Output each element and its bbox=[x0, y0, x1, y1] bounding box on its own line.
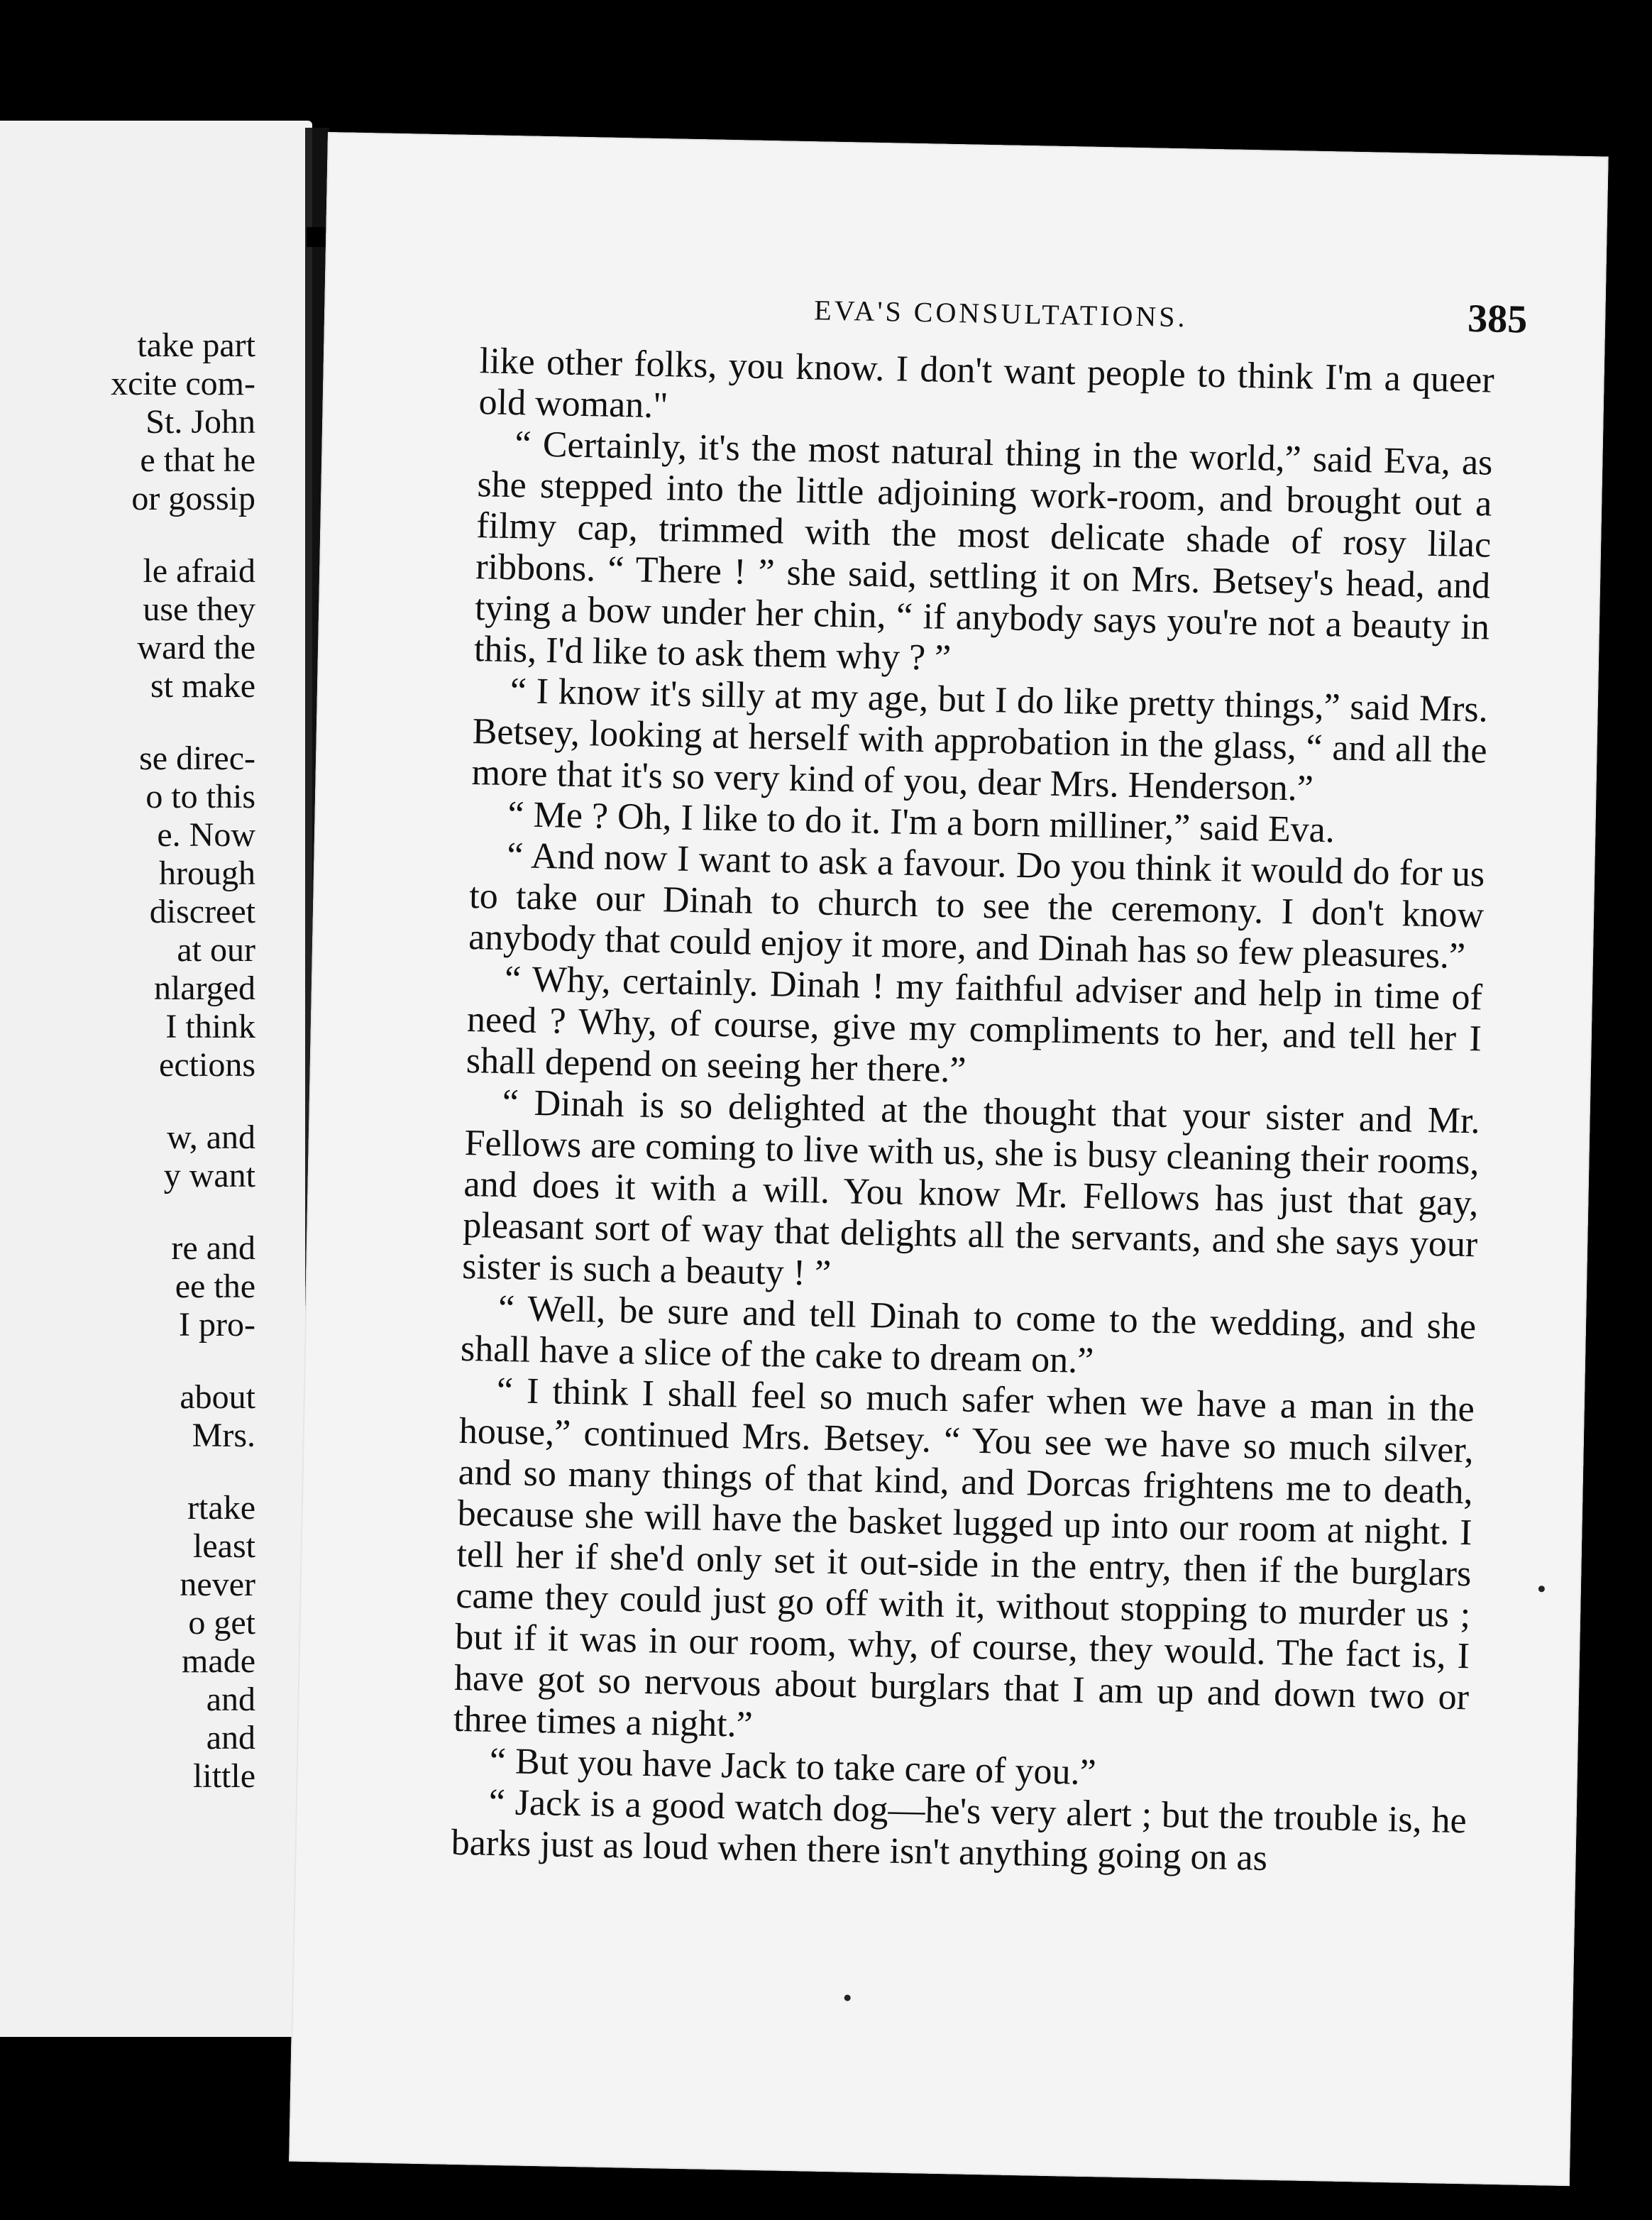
speck-mark bbox=[844, 1994, 851, 2001]
left-page-line: re and bbox=[171, 1229, 255, 1267]
paragraph: “ I know it's silly at my age, but I do like pretty things,” said Mrs. Betsey, looking at herself with approbation in the glass, “ and all the more that it's so very kind of you, dear Mrs. Henderson.” bbox=[471, 671, 1489, 809]
left-page-line bbox=[0, 705, 255, 740]
left-page-line: o get bbox=[188, 1604, 255, 1642]
left-page-line: e that he bbox=[140, 441, 255, 479]
left-page-line: ections bbox=[159, 1046, 255, 1084]
left-page-line: w, and bbox=[167, 1119, 255, 1156]
paragraph: “ Jack is a good watch dog—he's very alert ; but the trouble is, he barks just as loud when there isn't anything going on as bbox=[451, 1781, 1467, 1879]
paragraph: “ Me ? Oh, I like to do it. I'm a born milliner,” said Eva. bbox=[507, 794, 1336, 851]
left-page-line: and bbox=[206, 1681, 255, 1718]
page-number: 385 bbox=[1467, 296, 1528, 342]
paragraph: “ I think I shall feel so much safer when we have a man in the house,” continued Mrs. Betsey. “ You see we have so much silver, and so many things of that kind, and Dorcas frightens me to death, because she will have the basket lugged up into our room at night. I tell her if she'd only set it out-side in the entry, then if the burglars came they could just go off with it, without stopping to murder us ; but if it was in our room, why, of course, they would. The fact is, I have got so nervous about burglars that I am up and down two or three times a night.” bbox=[453, 1370, 1475, 1745]
running-head bbox=[324, 274, 1606, 348]
left-page-line: ward the bbox=[137, 629, 255, 666]
left-page-line: o to this bbox=[145, 778, 255, 815]
left-page-line bbox=[0, 518, 255, 552]
left-page-line: Mrs. bbox=[192, 1417, 255, 1454]
left-page-line: I pro- bbox=[179, 1306, 255, 1343]
left-page-line: discreet bbox=[149, 893, 255, 930]
left-page-line: St. John bbox=[145, 403, 255, 441]
left-page-fragment bbox=[0, 121, 312, 2037]
paragraph: “ But you have Jack to take care of you.” bbox=[489, 1740, 1097, 1793]
left-page-line: ee the bbox=[175, 1268, 255, 1305]
paragraph: like other folks, you know. I don't want people to think I'm a queer old woman." bbox=[478, 341, 1495, 427]
left-page-line bbox=[0, 1344, 255, 1378]
left-page-line: little bbox=[193, 1757, 255, 1795]
left-page-line: at our bbox=[177, 931, 255, 969]
paragraph: “ And now I want to ask a favour. Do you think it would do for us to take our Dinah to church to see the ceremony. I don't know anybody that could enjoy it more, and Dinah has so few pleasures.” bbox=[468, 835, 1485, 977]
left-page-line: made bbox=[182, 1642, 255, 1680]
left-page-line: nlarged bbox=[153, 969, 255, 1007]
left-page-line: le afraid bbox=[143, 552, 255, 590]
left-page-line bbox=[0, 1084, 255, 1119]
paragraph: “ Why, certainly. Dinah ! my faithful adviser and help in time of need ? Why, of course, give my compliments to her, and tell her I shall depend on seeing her there.” bbox=[466, 959, 1483, 1091]
left-page-line: about bbox=[180, 1378, 255, 1416]
left-page-text bbox=[0, 326, 255, 1796]
left-page-line: use they bbox=[143, 590, 255, 628]
left-page-line: y want bbox=[163, 1157, 255, 1194]
running-title: EVA'S CONSULTATIONS. bbox=[813, 294, 1188, 334]
paragraph: “ Certainly, it's the most natural thing in the world,” said Eva, as she stepped into the little adjoining work-room, and brought out a filmy cap, trimmed with the most delicate shade of rosy lilac ribbons. “ There ! ” she said, settling it on Mrs. Betsey's head, and tying a bow under her chin, “ if anybody says you're not a beauty in this, I'd like to ask them why ? ” bbox=[473, 424, 1493, 678]
paragraph: “ Well, be sure and tell Dinah to come to the wedding, and she shall have a slice of the cake to dream on.” bbox=[460, 1287, 1477, 1382]
left-page-line bbox=[0, 1195, 255, 1229]
body-text bbox=[451, 341, 1494, 1883]
left-page-line bbox=[0, 1455, 255, 1489]
left-page-line: e. Now bbox=[157, 816, 255, 854]
book-page bbox=[289, 132, 1609, 2186]
left-page-line: or gossip bbox=[131, 480, 255, 517]
left-page-line: se direc- bbox=[139, 740, 255, 777]
left-page-line: hrough bbox=[159, 855, 255, 892]
left-page-line: take part bbox=[137, 326, 255, 364]
left-page-line: I think bbox=[165, 1008, 255, 1045]
left-page-line: never bbox=[180, 1566, 255, 1603]
left-page-line: rtake bbox=[187, 1489, 255, 1527]
speck-mark bbox=[1538, 1586, 1545, 1592]
left-page-line: xcite com- bbox=[111, 365, 255, 402]
left-page-line: st make bbox=[150, 667, 255, 705]
left-page-line: least bbox=[193, 1527, 255, 1565]
left-page-line: and bbox=[206, 1719, 255, 1757]
paragraph: “ Dinah is so delighted at the thought that your sister and Mr. Fellows are coming to live with us, she is busy cleaning their rooms, and does it with a will. You know Mr. Fellows has just that gay, pleasant sort of way that delights all the servants, and she says your sister is such a beauty ! ” bbox=[461, 1082, 1481, 1294]
